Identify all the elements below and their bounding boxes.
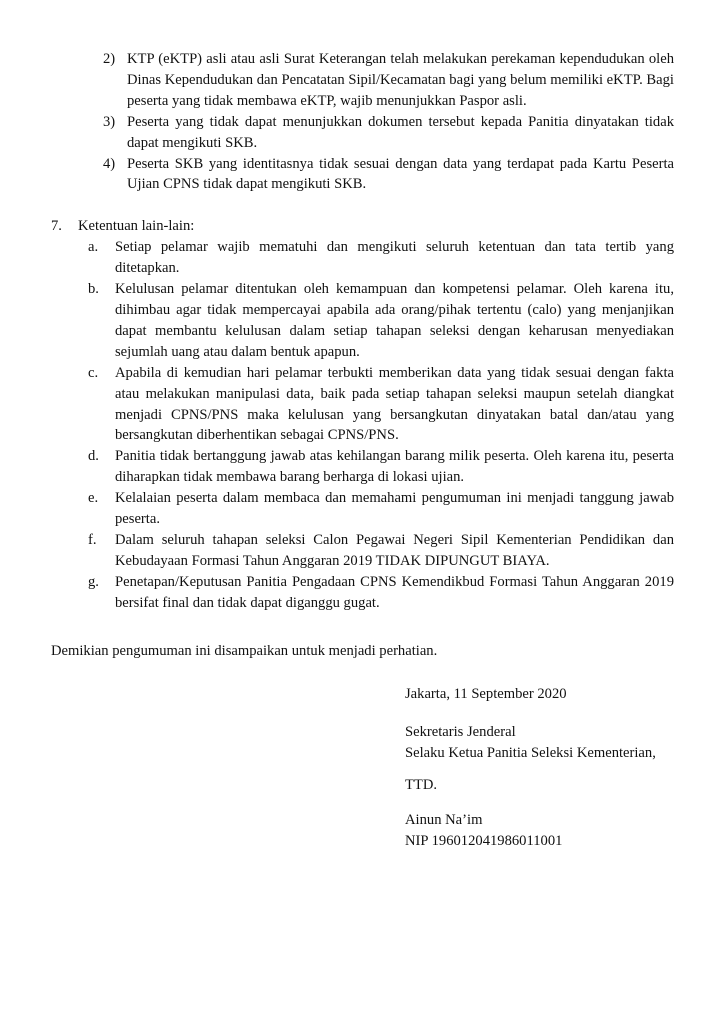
- section-7-heading: [51, 216, 674, 237]
- list-item-marker: c.: [88, 364, 99, 381]
- list-item: [88, 530, 674, 572]
- signatory-title-line1: Sekretaris Jenderal: [405, 724, 516, 741]
- list-item-text: Peserta SKB yang identitasnya tidak sesuai dengan data yang terdapat pada Kartu Peserta Ujian CPNS tidak dapat mengikuti SKB.: [127, 155, 674, 193]
- signature-block: [405, 684, 674, 851]
- signature-place-date: Jakarta, 11 September 2020: [405, 686, 567, 703]
- lettered-list: [88, 237, 674, 613]
- list-item: [88, 488, 674, 530]
- list-item-marker: 4): [103, 155, 116, 172]
- list-item-marker: f.: [88, 531, 97, 548]
- list-item-text: Apabila di kemudian hari pelamar terbukti memberikan data yang tidak sesuai dengan fakta atau melakukan manipulasi data, baik pada setiap tahapan seleksi maupun setelah diangkat menjadi CPNS/PNS maka kelulusan yang bersangkutan dinyatakan batal dan/atau yang bersangkutan diberhentikan sebagai CPNS/PNS.: [115, 364, 674, 444]
- section-marker: 7.: [51, 218, 62, 235]
- list-item-text: Setiap pelamar wajib mematuhi dan mengikuti seluruh ketentuan dan tata tertib yang ditetapkan.: [115, 239, 674, 277]
- closing-paragraph: Demikian pengumuman ini disampaikan untuk menjadi perhatian.: [51, 642, 438, 659]
- list-item-text: Panitia tidak bertanggung jawab atas kehilangan barang milik peserta. Oleh karena itu, peserta diharapkan tidak membawa barang berharga di lokasi ujian.: [115, 448, 674, 486]
- list-item-marker: b.: [88, 281, 99, 298]
- signatory-title-line2: Selaku Ketua Panitia Seleksi Kementerian,: [405, 745, 656, 762]
- signatory-name: Ainun Na’im: [405, 812, 483, 829]
- signatory-nip: NIP 196012041986011001: [405, 833, 563, 849]
- list-item-text: Kelulusan pelamar ditentukan oleh kemampuan dan kompetensi pelamar. Oleh karena itu, dihimbau agar tidak mempercayai apabila ada orang/pihak tertentu (calo) yang menjanjikan dapat membantu kelulusan dalam setiap tahapan seleksi dengan keharusan menyediakan sejumlah uang atau dalam bentuk apapun.: [115, 281, 674, 360]
- list-item-text: Penetapan/Keputusan Panitia Pengadaan CPNS Kemendikbud Formasi Tahun Anggaran 2019 bersifat final dan tidak dapat diganggu gugat.: [115, 573, 674, 611]
- list-item-marker: a.: [88, 239, 99, 256]
- list-item: [88, 446, 674, 488]
- list-item-marker: 2): [103, 51, 116, 67]
- list-item: [103, 49, 674, 112]
- list-item: [103, 154, 674, 196]
- list-item-marker: 3): [103, 113, 116, 130]
- list-item: [103, 112, 674, 154]
- signature-ttd: TTD.: [405, 777, 438, 794]
- list-item-text: Dalam seluruh tahapan seleksi Calon Pegawai Negeri Sipil Kementerian Pendidikan dan Kebudayaan Formasi Tahun Anggaran 2019 TIDAK DIPUNGUT BIAYA.: [115, 531, 674, 569]
- section-title: Ketentuan lain-lain:: [78, 218, 195, 235]
- list-item: [88, 572, 674, 614]
- numbered-list: [103, 49, 674, 195]
- list-item-text: Peserta yang tidak dapat menunjukkan dokumen tersebut kepada Panitia dinyatakan tidak dapat mengikuti SKB.: [127, 113, 674, 151]
- list-item-text: Kelalaian peserta dalam membaca dan memahami pengumuman ini menjadi tanggung jawab peserta.: [115, 490, 674, 528]
- list-item-text: KTP (eKTP) asli atau asli Surat Keterangan telah melakukan perekaman kependudukan oleh Dinas Kependudukan dan Pencatatan Sipil/Kecamatan bagi yang belum memiliki eKTP. Bagi peserta yang tidak membawa eKTP, wajib menunjukkan Paspor asli.: [127, 51, 674, 109]
- list-item-marker: e.: [88, 490, 99, 507]
- list-item: [88, 363, 674, 447]
- list-item-marker: g.: [88, 573, 99, 590]
- list-item: [88, 279, 674, 363]
- list-item-marker: d.: [88, 448, 99, 465]
- list-item: [88, 237, 674, 279]
